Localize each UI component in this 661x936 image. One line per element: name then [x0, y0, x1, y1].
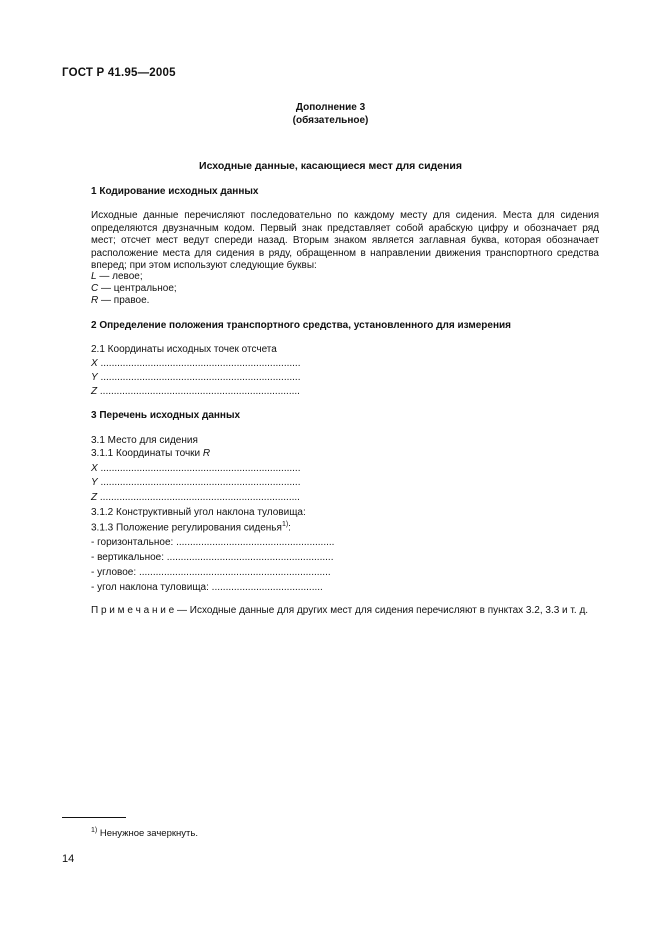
adjust-line: - вертикальное: ............................................................: [91, 552, 334, 563]
section-3-1-3-text: 3.1.3 Положение регулирования сиденья: [91, 522, 282, 534]
adjust-label: - угловое:: [91, 567, 139, 578]
letter-item: [91, 283, 177, 294]
footnote-mark: 1): [91, 827, 98, 834]
coord-label: X: [91, 358, 98, 369]
coord-label: Z: [91, 492, 98, 503]
section-1-paragraph: [91, 210, 599, 273]
letter-code: C: [91, 283, 99, 294]
page-number: 14: [62, 853, 75, 865]
letter-code: R: [91, 295, 99, 306]
coord-label: Z: [91, 386, 98, 397]
adjust-line: - угол наклона туловища: ........................................: [91, 582, 323, 593]
coord-label: Y: [91, 372, 98, 383]
section-2-heading: 2 Определение положения транспортного средства, установленного для измерения: [91, 320, 511, 331]
coord-label: X: [91, 463, 98, 474]
annex-title: Дополнение 3: [295, 102, 366, 113]
coord-line: X ........................................................................: [91, 463, 301, 474]
footnote-ref: 1): [281, 521, 289, 528]
letter-meaning: — центральное;: [98, 283, 177, 294]
section-3-1-3-heading: [91, 521, 291, 533]
section-1-paragraph-text: Исходные данные перечисляют последовательно по каждому месту для сидения. Места для сидения определяются двузначным кодом. Первый знак представляет собой арабскую цифру и обозначает ряд мест; отсчет мест ведут спереди назад. Вторым знаком является заглавная буква, которая обозначает расположение места для сидения в ряду, обращенном в направлении движения транспортного средства вперед; при этом используют следующие буквы:: [91, 210, 599, 272]
coord-line: X ........................................................................: [91, 358, 301, 369]
section-1-heading: 1 Кодирование исходных данных: [91, 186, 259, 197]
footnote-text: Ненужное зачеркнуть.: [97, 828, 198, 840]
section-3-heading: 3 Перечень исходных данных: [91, 410, 241, 421]
coord-line: Z ........................................................................: [91, 492, 300, 503]
document-title: Исходные данные, касающиеся мест для сидения: [199, 160, 462, 172]
adjust-line: - горизонтальное: .........................................................: [91, 537, 335, 548]
footnote: [91, 827, 198, 839]
adjust-label: - вертикальное:: [91, 552, 167, 563]
section-3-1-2-heading: 3.1.2 Конструктивный угол наклона туловища:: [91, 507, 306, 518]
adjust-line: - угловое: .....................................................................: [91, 567, 331, 578]
adjust-label: - угол наклона туловища:: [91, 582, 212, 593]
note-label: П р и м е ч а н и е: [91, 605, 175, 616]
adjust-label: - горизонтальное:: [91, 537, 177, 548]
letter-meaning: — правое.: [98, 295, 150, 306]
colon: :: [288, 522, 291, 534]
letter-item: [91, 295, 149, 306]
coord-line: Y ........................................................................: [91, 477, 301, 488]
coord-label: Y: [91, 477, 98, 488]
note-text: — Исходные данные для других мест для сидения перечисляют в пунктах 3.2, 3.3 и т. д.: [174, 605, 589, 616]
annex-status: (обязательное): [292, 115, 369, 126]
section-2-1-heading: 2.1 Координаты исходных точек отсчета: [91, 344, 277, 355]
section-3-1-1-text: 3.1.1 Координаты точки: [91, 448, 203, 459]
section-3-1-heading: 3.1 Место для сидения: [91, 435, 198, 446]
coord-line: Y ........................................................................: [91, 372, 301, 383]
point-letter: R: [202, 448, 211, 459]
section-3-1-1-heading: [91, 448, 210, 459]
document-id: ГОСТ Р 41.95—2005: [62, 67, 176, 79]
coord-line: Z ........................................................................: [91, 386, 300, 397]
note: [91, 605, 588, 616]
letter-code: L: [91, 271, 97, 282]
letter-item: [91, 271, 143, 282]
letter-meaning: — левое;: [96, 271, 143, 282]
footnote-separator: [62, 817, 126, 818]
